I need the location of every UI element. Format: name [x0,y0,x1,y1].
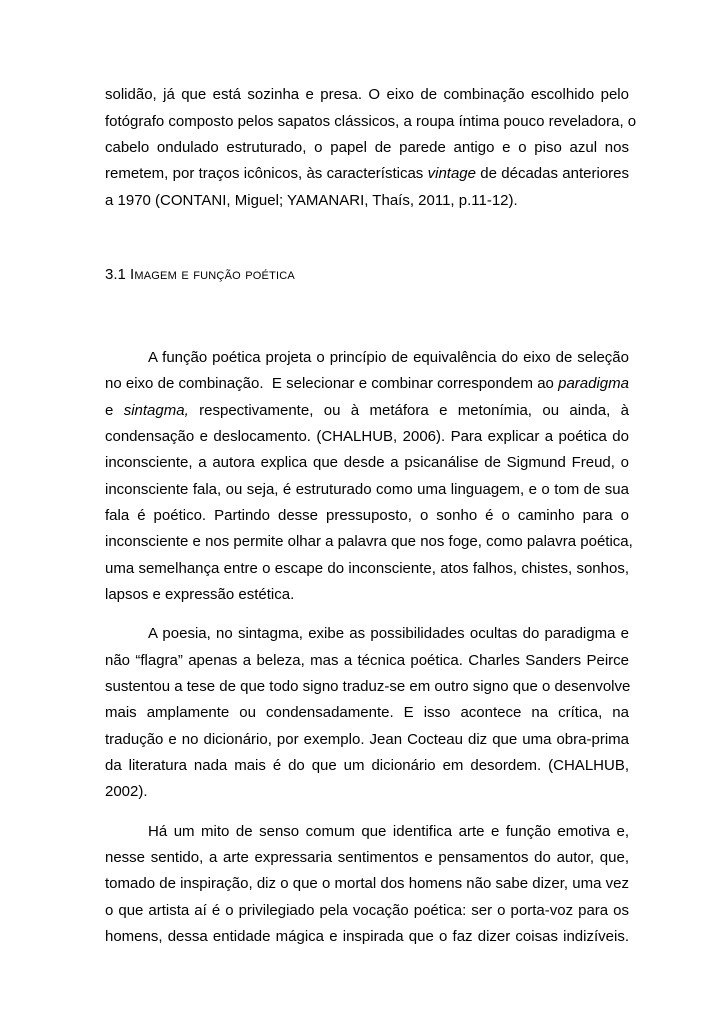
section-heading [105,266,295,284]
text-line: tradução e no dicionário, por exemplo. Jean Cocteau diz que uma obra-prima [105,731,629,748]
text-line: não “flagra” apenas a beleza, mas a técnica poética. Charles Sanders Peirce [105,652,629,669]
text-line: sustentou a tese de que todo signo traduz-se em outro signo que o desenvolve [105,678,631,695]
text-line: tomado de inspiração, diz o que o mortal dos homens não sabe dizer, uma vez [105,875,629,892]
italic-term: vintage [427,165,476,182]
text-line: remetem, por traços icônicos, às características vintage de décadas anteriores [105,165,629,182]
text-line: fotógrafo composto pelos sapatos clássicos, a roupa íntima pouco reveladora, o [105,113,637,130]
italic-term: paradigma [558,375,629,392]
text-line: Há um mito de senso comum que identifica arte e função emotiva e, [148,823,629,840]
text-line: mais amplamente ou condensadamente. E isso acontece na crítica, na [105,704,629,721]
text-line: uma semelhança entre o escape do inconsciente, atos falhos, chistes, sonhos, [105,560,629,577]
text-line: A função poética projeta o princípio de equivalência do eixo de seleção [148,349,629,366]
text-line: solidão, já que está sozinha e presa. O eixo de combinação escolhido pelo [105,86,629,103]
text-line: A poesia, no sintagma, exibe as possibilidades ocultas do paradigma e [148,625,629,642]
text-line: lapsos e expressão estética. [105,586,295,603]
text-line: condensação e deslocamento. (CHALHUB, 2006). Para explicar a poética do [105,428,629,445]
text-line: da literatura nada mais é do que um dicionário em desordem. (CHALHUB, [105,757,629,774]
text-line: cabelo ondulado estruturado, o papel de parede antigo e o piso azul nos [105,139,629,156]
text-line: inconsciente, a autora explica que desde a psicanálise de Sigmund Freud, o [105,454,629,471]
section-number: 3.1 [105,266,126,283]
text-line: inconsciente fala, ou seja, é estruturado como uma linguagem, e o tom de sua [105,481,629,498]
text-line: nesse sentido, a arte expressaria sentimentos e pensamentos do autor, que, [105,849,629,866]
italic-term: sintagma, [123,402,189,419]
section-title: Imagem e função poética [130,266,295,283]
text-line: homens, dessa entidade mágica e inspirada que o faz dizer coisas indizíveis. [105,928,629,945]
text-line: no eixo de combinação. E selecionar e combinar correspondem ao paradigma [105,375,629,392]
text-line: a 1970 (CONTANI, Miguel; YAMANARI, Thaís, 2011, p.11-12). [105,192,518,209]
text-line: inconsciente e nos permite olhar a palavra que nos foge, como palavra poética, [105,533,633,550]
text-line: o que artista aí é o privilegiado pela vocação poética: ser o porta-voz para os [105,902,629,919]
text-line: 2002). [105,783,148,800]
text-line: e sintagma, respectivamente, ou à metáfora e metonímia, ou ainda, à [105,402,629,419]
text-line: fala é poético. Partindo desse pressuposto, o sonho é o caminho para o [105,507,629,524]
